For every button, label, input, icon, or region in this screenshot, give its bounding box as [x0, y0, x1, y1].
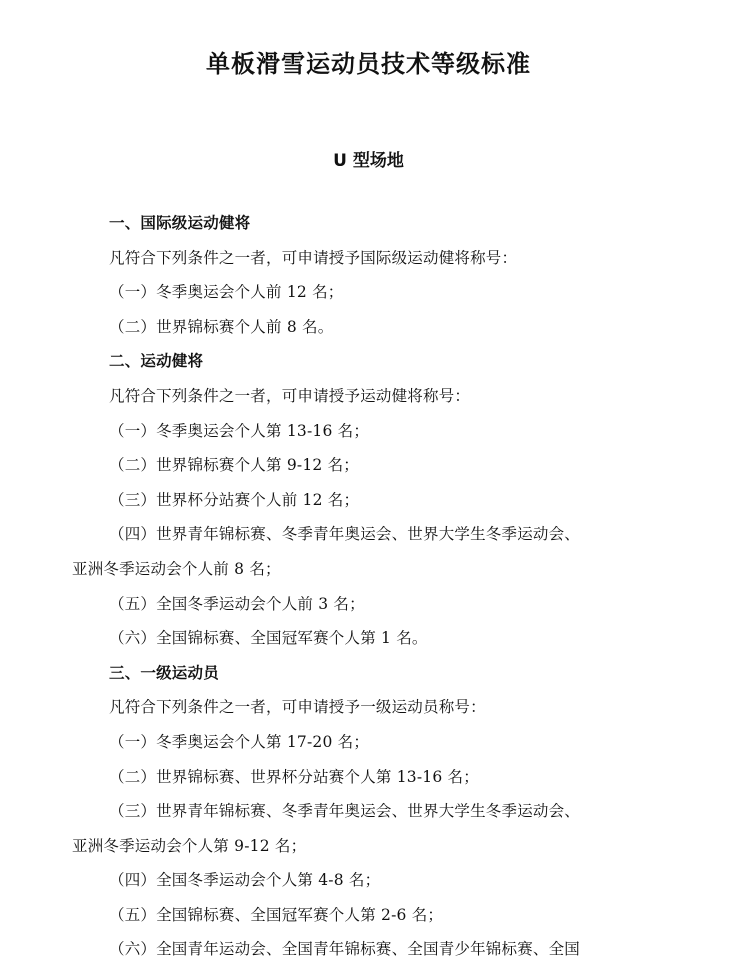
criteria-item: （六）全国锦标赛、全国冠军赛个人第 1 名。 [109, 629, 428, 648]
section-intro-master: 凡符合下列条件之一者，可申请授予运动健将称号： [109, 386, 471, 405]
criteria-item: （五）全国锦标赛、全国冠军赛个人第 2-6 名； [109, 905, 444, 924]
criteria-item: （三）世界青年锦标赛、冬季青年奥运会、世界大学生冬季运动会、 [109, 802, 581, 821]
section-intro-first: 凡符合下列条件之一者，可申请授予一级运动员称号： [109, 698, 486, 717]
criteria-item: （二）世界锦标赛个人第 9-12 名； [109, 456, 359, 475]
section-heading-first: 三、一级运动员 [109, 663, 219, 682]
criteria-item-continuation: 亚洲冬季运动会个人第 9-12 名； [72, 836, 307, 855]
criteria-item: （四）全国冬季运动会个人第 4-8 名； [109, 871, 381, 890]
document-title: 单板滑雪运动员技术等级标准 [206, 50, 531, 78]
criteria-item: （一）冬季奥运会个人前 12 名； [109, 283, 344, 302]
criteria-item: （五）全国冬季运动会个人前 3 名； [109, 594, 365, 613]
section-heading-intl: 一、国际级运动健将 [109, 214, 251, 232]
section-subtitle: U 型场地 [333, 151, 404, 171]
section-heading-master: 二、运动健将 [109, 352, 204, 371]
criteria-item-continuation: 亚洲冬季运动会个人前 8 名； [72, 559, 281, 578]
criteria-item: （一）冬季奥运会个人第 13-16 名； [109, 421, 370, 440]
criteria-item: （一）冬季奥运会个人第 17-20 名； [109, 732, 370, 751]
section-intro-intl: 凡符合下列条件之一者，可申请授予国际级运动健将称号： [109, 248, 518, 267]
document-body [72, 206, 672, 967]
criteria-item: （二）世界锦标赛个人前 8 名。 [109, 317, 334, 336]
criteria-item: （二）世界锦标赛、世界杯分站赛个人第 13-16 名； [109, 767, 479, 786]
criteria-item: （六）全国青年运动会、全国青年锦标赛、全国青少年锦标赛、全国 [109, 940, 581, 959]
criteria-item: （四）世界青年锦标赛、冬季青年奥运会、世界大学生冬季运动会、 [109, 525, 581, 544]
criteria-item: （三）世界杯分站赛个人前 12 名； [109, 490, 360, 509]
